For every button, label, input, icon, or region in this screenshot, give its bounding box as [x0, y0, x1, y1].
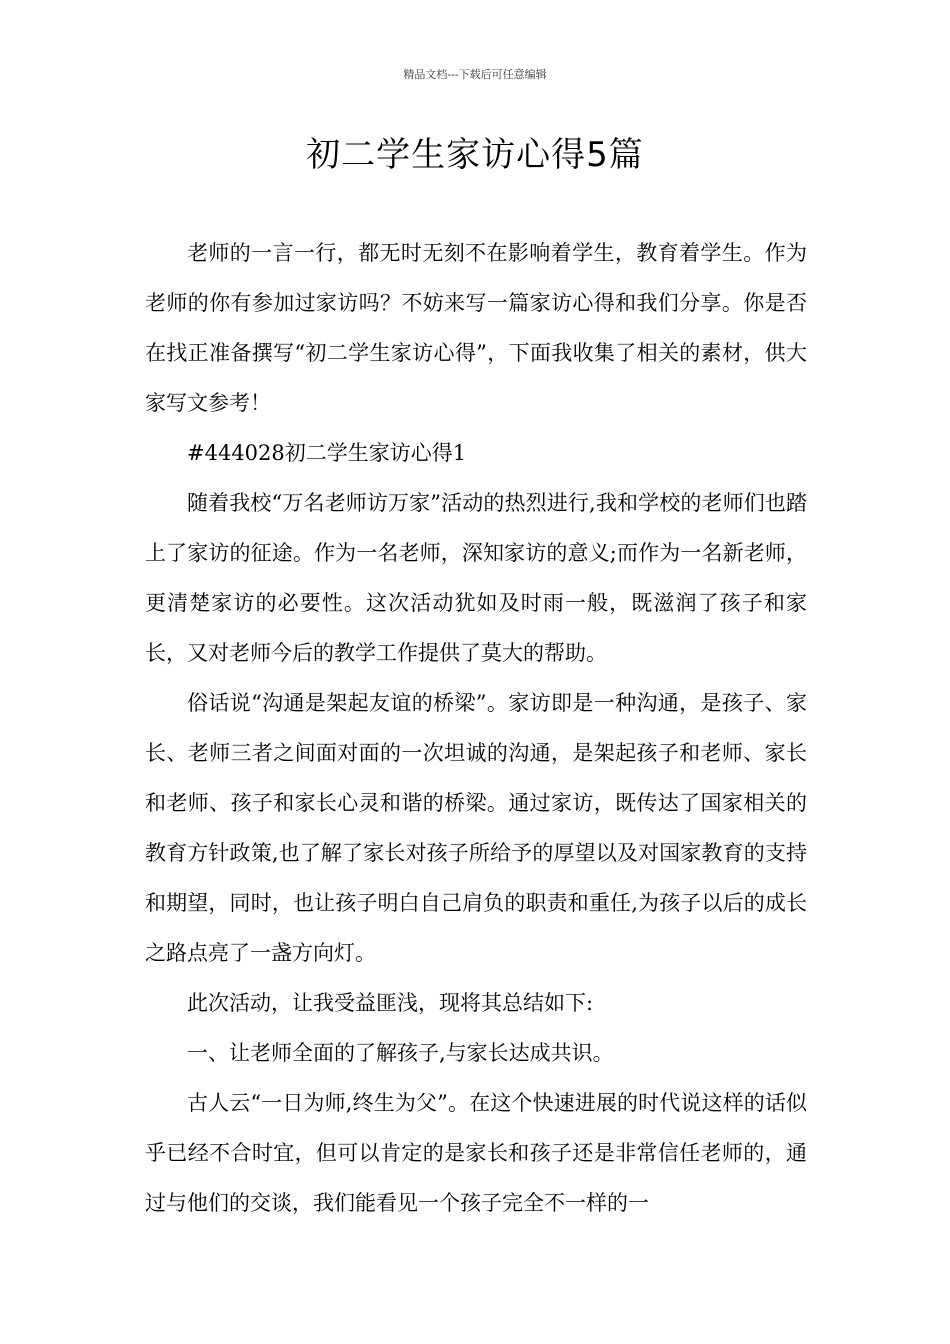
paragraph: 古人云“一日为师,终生为父”。在这个快速进展的时代说这样的话似乎已经不合时宜，但可以肯定的是家长和孩子还是非常信任老师的，通过与他们的交谈，我们能看见一个孩子完全不一样的一 [145, 1091, 807, 1215]
paragraph-intro: 老师的一言一行，都无时无刻不在影响着学生，教育着学生。作为老师的你有参加过家访吗？不妨来写一篇家访心得和我们分享。你是否在找正准备撰写“初二学生家访心得”，下面我收集了相关的素材，供大家写文参考！ [145, 241, 807, 415]
document-title: 初二学生家访心得5篇 [306, 135, 644, 175]
paragraph: 此次活动，让我受益匪浅，现将其总结如下: [187, 991, 594, 1015]
header-note: 精品文档---下载后可任意编辑 [403, 68, 547, 81]
paragraph: 随着我校“万名老师访万家”活动的热烈进行,我和学校的老师们也踏上了家访的征途。作为一名老师，深知家访的意义;而作为一名新老师，更清楚家访的必要性。这次活动犹如及时雨一般，既滋润了孩子和家长，又对老师今后的教学工作提供了莫大的帮助。 [145, 491, 807, 665]
paragraph: 俗话说“沟通是架起友谊的桥梁”。家访即是一种沟通，是孩子、家长、老师三者之间面对面的一次坦诚的沟通，是架起孩子和老师、家长和老师、孩子和家长心灵和谐的桥梁。通过家访，既传达了国家相关的教育方针政策,也了解了家长对孩子所给予的厚望以及对国家教育的支持和期望，同时，也让孩子明白自己肩负的职责和重任,为孩子以后的成长之路点亮了一盏方向灯。 [145, 691, 807, 965]
paragraph-section-heading: #444028初二学生家访心得1 [187, 441, 467, 465]
paragraph-subheading: 一、让老师全面的了解孩子,与家长达成共识。 [187, 1041, 614, 1065]
document-body [145, 228, 807, 1228]
